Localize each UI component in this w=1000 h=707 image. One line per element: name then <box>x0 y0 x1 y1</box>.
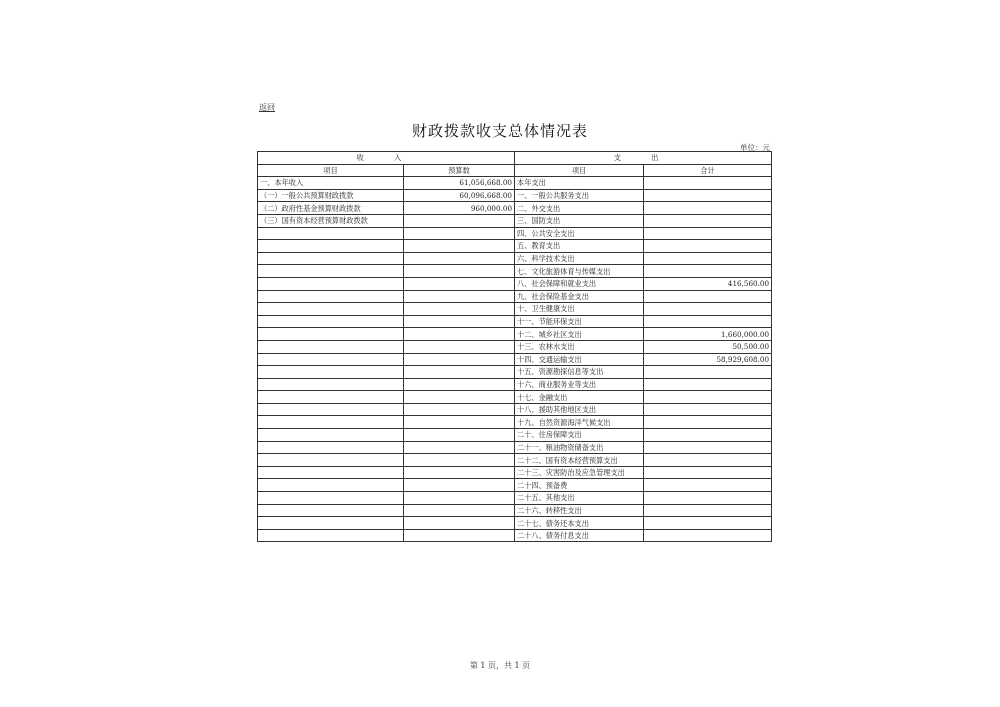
table-row <box>258 391 772 404</box>
table-row <box>258 403 772 416</box>
expenditure-amount-cell <box>644 529 772 542</box>
table-row <box>258 492 772 505</box>
expenditure-item-cell: 四、公共安全支出 <box>515 227 644 240</box>
expenditure-amount-cell <box>644 492 772 505</box>
income-item-cell <box>258 504 404 517</box>
income-amount-cell: 60,096,668.00 <box>404 189 515 202</box>
income-amount-cell: 960,000.00 <box>404 202 515 215</box>
expenditure-amount-cell <box>644 517 772 530</box>
income-item-cell <box>258 454 404 467</box>
col-header-item: 项目 <box>258 164 404 177</box>
expenditure-item-cell: 十五、资源勘探信息等支出 <box>515 366 644 379</box>
expenditure-item-cell: 十二、城乡社区支出 <box>515 328 644 341</box>
income-amount-cell <box>404 252 515 265</box>
expenditure-amount-cell: 416,560.00 <box>644 277 772 290</box>
income-item-cell <box>258 391 404 404</box>
income-amount-cell <box>404 504 515 517</box>
income-item-cell: （一）一般公共预算财政拨款 <box>258 189 404 202</box>
table-group-header <box>258 152 772 165</box>
table-column-header <box>258 164 772 177</box>
income-item-cell <box>258 441 404 454</box>
expenditure-item-cell: 二十七、债务还本支出 <box>515 517 644 530</box>
income-amount-cell: 61,056,668.00 <box>404 177 515 190</box>
table-row <box>258 416 772 429</box>
table-row <box>258 340 772 353</box>
expenditure-item-cell: 六、科学技术支出 <box>515 252 644 265</box>
income-item-cell <box>258 240 404 253</box>
income-amount-cell <box>404 227 515 240</box>
table-row <box>258 328 772 341</box>
income-item-cell <box>258 429 404 442</box>
expenditure-item-cell: 十六、商业服务业等支出 <box>515 378 644 391</box>
expenditure-item-cell: 十八、援助其他地区支出 <box>515 403 644 416</box>
expenditure-amount-cell <box>644 391 772 404</box>
expenditure-item-cell: 十四、交通运输支出 <box>515 353 644 366</box>
expenditure-amount-cell <box>644 240 772 253</box>
expenditure-item-cell: 八、社会保障和就业支出 <box>515 277 644 290</box>
income-item-cell <box>258 492 404 505</box>
fiscal-table <box>257 151 772 542</box>
expenditure-item-cell: 十、卫生健康支出 <box>515 303 644 316</box>
col-header-budget: 预算数 <box>404 164 515 177</box>
income-item-cell <box>258 403 404 416</box>
income-item-cell <box>258 340 404 353</box>
expenditure-item-cell: 五、教育支出 <box>515 240 644 253</box>
expenditure-amount-cell <box>644 504 772 517</box>
table-row <box>258 466 772 479</box>
expenditure-amount-cell <box>644 290 772 303</box>
table-row <box>258 202 772 215</box>
income-item-cell <box>258 529 404 542</box>
table-row <box>258 303 772 316</box>
table-row <box>258 353 772 366</box>
col-header-exp-item: 项目 <box>515 164 644 177</box>
table-row <box>258 189 772 202</box>
expenditure-amount-cell <box>644 227 772 240</box>
expenditure-amount-cell <box>644 265 772 278</box>
income-item-cell <box>258 227 404 240</box>
expenditure-amount-cell <box>644 214 772 227</box>
income-amount-cell <box>404 315 515 328</box>
table-row <box>258 366 772 379</box>
income-amount-cell <box>404 366 515 379</box>
expenditure-amount-cell <box>644 441 772 454</box>
income-item-cell <box>258 252 404 265</box>
expenditure-item-cell: 九、社会保险基金支出 <box>515 290 644 303</box>
expenditure-amount-cell <box>644 416 772 429</box>
income-amount-cell <box>404 466 515 479</box>
unit-label: 单位：元 <box>740 143 770 152</box>
expenditure-amount-cell <box>644 466 772 479</box>
expenditure-amount-cell <box>644 454 772 467</box>
expenditure-item-cell: 本年支出 <box>515 177 644 190</box>
income-item-cell <box>258 315 404 328</box>
income-amount-cell <box>404 517 515 530</box>
table-row <box>258 517 772 530</box>
page-title: 财政拨款收支总体情况表 <box>411 122 588 140</box>
expenditure-item-cell: 二十八、债务付息支出 <box>515 529 644 542</box>
income-amount-cell <box>404 340 515 353</box>
table-row <box>258 315 772 328</box>
table-row <box>258 214 772 227</box>
table-row <box>258 290 772 303</box>
expenditure-amount-cell <box>644 403 772 416</box>
table-row <box>258 227 772 240</box>
expenditure-item-cell: 二十五、其他支出 <box>515 492 644 505</box>
income-item-cell <box>258 416 404 429</box>
col-header-total: 合计 <box>644 164 772 177</box>
expenditure-item-cell: 十一、节能环保支出 <box>515 315 644 328</box>
income-item-cell <box>258 328 404 341</box>
expenditure-amount-cell <box>644 189 772 202</box>
expenditure-item-cell: 十三、农林水支出 <box>515 340 644 353</box>
income-amount-cell <box>404 303 515 316</box>
page-footer: 第 1 页，共 1 页 <box>469 661 531 670</box>
table-row <box>258 529 772 542</box>
expenditure-header: 支 出 <box>515 152 772 165</box>
expenditure-amount-cell <box>644 177 772 190</box>
expenditure-item-cell: 二十六、转移性支出 <box>515 504 644 517</box>
income-header: 收 入 <box>258 152 515 165</box>
expenditure-amount-cell <box>644 303 772 316</box>
expenditure-item-cell: 二十四、预备费 <box>515 479 644 492</box>
table-row <box>258 454 772 467</box>
expenditure-item-cell: 十七、金融支出 <box>515 391 644 404</box>
income-item-cell <box>258 466 404 479</box>
income-item-cell: （三）国有资本经营预算财政拨款 <box>258 214 404 227</box>
table-row <box>258 479 772 492</box>
expenditure-item-cell: 三、国防支出 <box>515 214 644 227</box>
expenditure-amount-cell <box>644 366 772 379</box>
table-row <box>258 252 772 265</box>
expenditure-amount-cell <box>644 479 772 492</box>
income-amount-cell <box>404 429 515 442</box>
table-row <box>258 378 772 391</box>
income-amount-cell <box>404 454 515 467</box>
income-amount-cell <box>404 290 515 303</box>
expenditure-amount-cell <box>644 315 772 328</box>
expenditure-item-cell: 二、外交支出 <box>515 202 644 215</box>
table-row <box>258 429 772 442</box>
income-amount-cell <box>404 214 515 227</box>
table-row <box>258 441 772 454</box>
expenditure-amount-cell <box>644 429 772 442</box>
income-amount-cell <box>404 240 515 253</box>
form-code: 返回 <box>259 103 275 112</box>
income-item-cell: （二）政府性基金预算财政拨款 <box>258 202 404 215</box>
income-item-cell <box>258 479 404 492</box>
expenditure-amount-cell: 50,500.00 <box>644 340 772 353</box>
expenditure-amount-cell <box>644 252 772 265</box>
income-item-cell <box>258 290 404 303</box>
income-amount-cell <box>404 529 515 542</box>
table-row <box>258 277 772 290</box>
income-amount-cell <box>404 441 515 454</box>
expenditure-amount-cell: 1,660,000.00 <box>644 328 772 341</box>
income-amount-cell <box>404 353 515 366</box>
income-amount-cell <box>404 479 515 492</box>
income-amount-cell <box>404 416 515 429</box>
table-row <box>258 240 772 253</box>
income-item-cell <box>258 517 404 530</box>
expenditure-item-cell: 十九、自然资源海洋气候支出 <box>515 416 644 429</box>
expenditure-amount-cell <box>644 378 772 391</box>
expenditure-item-cell: 二十一、粮油物资储备支出 <box>515 441 644 454</box>
expenditure-amount-cell <box>644 202 772 215</box>
income-item-cell <box>258 366 404 379</box>
table-row <box>258 504 772 517</box>
income-item-cell <box>258 277 404 290</box>
income-item-cell <box>258 353 404 366</box>
expenditure-amount-cell: 58,929,608.00 <box>644 353 772 366</box>
income-amount-cell <box>404 492 515 505</box>
expenditure-item-cell: 二十、住房保障支出 <box>515 429 644 442</box>
expenditure-item-cell: 一、一般公共服务支出 <box>515 189 644 202</box>
income-item-cell <box>258 303 404 316</box>
income-amount-cell <box>404 328 515 341</box>
expenditure-item-cell: 七、文化旅游体育与传媒支出 <box>515 265 644 278</box>
table-row <box>258 177 772 190</box>
income-amount-cell <box>404 403 515 416</box>
income-amount-cell <box>404 265 515 278</box>
income-item-cell <box>258 265 404 278</box>
income-amount-cell <box>404 391 515 404</box>
income-item-cell <box>258 378 404 391</box>
income-amount-cell <box>404 378 515 391</box>
expenditure-item-cell: 二十二、国有资本经营预算支出 <box>515 454 644 467</box>
table-row <box>258 265 772 278</box>
income-item-cell: 一、本年收入 <box>258 177 404 190</box>
expenditure-item-cell: 二十三、灾害防治及应急管理支出 <box>515 466 644 479</box>
income-amount-cell <box>404 277 515 290</box>
